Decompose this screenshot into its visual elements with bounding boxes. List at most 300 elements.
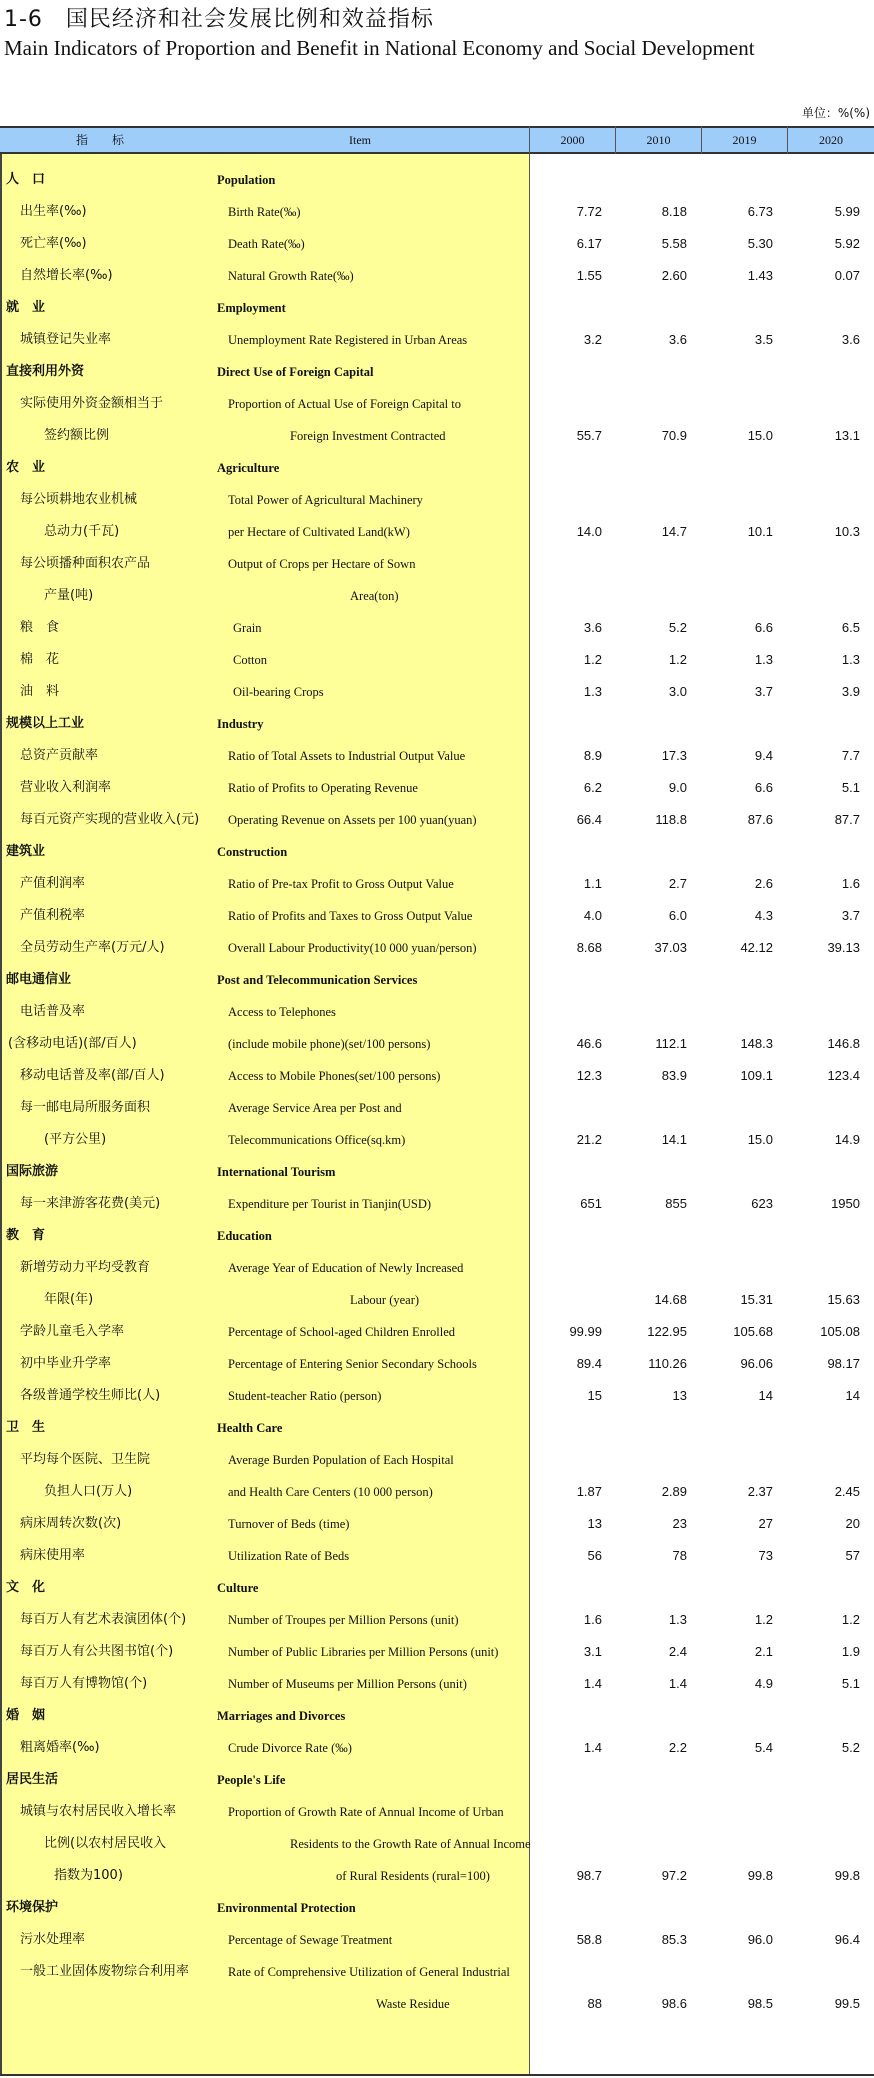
indicator-label-zh: 产量(吨) bbox=[44, 588, 94, 603]
table-row bbox=[0, 1956, 874, 1988]
indicator-label-zh: 新增劳动力平均受教育 bbox=[20, 1260, 151, 1275]
indicator-label-en: and Health Care Centers (10 000 person) bbox=[228, 1485, 433, 1499]
value-2000: 89.4 bbox=[576, 1356, 602, 1371]
table-row bbox=[0, 228, 874, 260]
value-2010: 14.7 bbox=[661, 524, 687, 539]
indicator-label-en: Proportion of Growth Rate of Annual Income of Urban bbox=[228, 1805, 504, 1819]
value-2000: 99.99 bbox=[569, 1324, 602, 1339]
value-2020: 3.7 bbox=[841, 908, 860, 923]
section-label-zh: 居民生活 bbox=[6, 1772, 59, 1787]
indicator-label-zh: (含移动电话)(部/百人) bbox=[8, 1036, 137, 1051]
header-item-en: Item bbox=[349, 133, 371, 147]
section-label-en: Agriculture bbox=[217, 461, 280, 475]
table-row bbox=[0, 1828, 874, 1860]
value-2019: 73 bbox=[758, 1548, 773, 1563]
section-label-zh: 规模以上工业 bbox=[6, 716, 85, 731]
value-2019: 3.5 bbox=[754, 332, 773, 347]
value-2000: 651 bbox=[580, 1196, 602, 1211]
indicator-label-en: Utilization Rate of Beds bbox=[228, 1549, 350, 1563]
value-2020: 3.9 bbox=[841, 684, 860, 699]
indicator-label-en: Crude Divorce Rate (‰) bbox=[228, 1741, 352, 1755]
value-2000: 8.9 bbox=[583, 748, 602, 763]
value-2010: 3.6 bbox=[668, 332, 687, 347]
indicator-label-en: Overall Labour Productivity(10 000 yuan/person) bbox=[228, 941, 477, 955]
value-2000: 21.2 bbox=[576, 1132, 602, 1147]
value-2000: 6.2 bbox=[583, 780, 602, 795]
section-label-zh: 环境保护 bbox=[6, 1900, 59, 1915]
value-2020: 5.99 bbox=[834, 204, 860, 219]
value-2010: 112.1 bbox=[655, 1036, 687, 1051]
value-2019: 14 bbox=[758, 1388, 773, 1403]
indicator-label-zh: 每百万人有博物馆(个) bbox=[20, 1676, 148, 1691]
section-row bbox=[0, 836, 874, 868]
table-row bbox=[0, 580, 874, 612]
table-row bbox=[0, 1348, 874, 1380]
indicator-label-en: Number of Public Libraries per Million Persons (unit) bbox=[228, 1645, 499, 1659]
value-2000: 1.2 bbox=[583, 652, 602, 667]
indicator-label-zh: 总动力(千瓦) bbox=[44, 524, 120, 539]
indicator-label-zh: (平方公里) bbox=[44, 1132, 107, 1147]
value-2019: 3.7 bbox=[754, 684, 773, 699]
section-row bbox=[0, 164, 874, 196]
value-2020: 14.9 bbox=[834, 1132, 860, 1147]
value-2020: 123.4 bbox=[827, 1068, 860, 1083]
value-2019: 15.0 bbox=[747, 1132, 773, 1147]
indicator-label-zh: 各级普通学校生师比(人) bbox=[20, 1388, 161, 1403]
value-2000: 1.55 bbox=[576, 268, 602, 283]
table-row bbox=[0, 612, 874, 644]
section-row bbox=[0, 1412, 874, 1444]
table-row bbox=[0, 1796, 874, 1828]
table-row bbox=[0, 804, 874, 836]
indicator-label-zh: 油 料 bbox=[20, 684, 60, 699]
value-2010: 17.3 bbox=[661, 748, 687, 763]
value-2019: 109.1 bbox=[740, 1068, 773, 1083]
table-row bbox=[0, 1092, 874, 1124]
value-2019: 27 bbox=[758, 1516, 773, 1531]
value-2019: 15.0 bbox=[747, 428, 773, 443]
section-row bbox=[0, 292, 874, 324]
value-2000: 88 bbox=[587, 1996, 602, 2011]
header-divider bbox=[787, 126, 788, 154]
value-2020: 15.63 bbox=[827, 1292, 860, 1307]
value-2020: 5.1 bbox=[841, 780, 860, 795]
value-2000: 56 bbox=[587, 1548, 602, 1563]
value-2020: 10.3 bbox=[834, 524, 860, 539]
value-2000: 98.7 bbox=[576, 1868, 602, 1883]
value-2000: 3.1 bbox=[583, 1644, 602, 1659]
value-2020: 1950 bbox=[831, 1196, 860, 1211]
indicator-label-en: per Hectare of Cultivated Land(kW) bbox=[228, 525, 410, 539]
table-row bbox=[0, 260, 874, 292]
table-row bbox=[0, 1444, 874, 1476]
indicator-label-zh: 城镇与农村居民收入增长率 bbox=[20, 1804, 177, 1819]
value-2019: 9.4 bbox=[754, 748, 773, 763]
section-label-en: Industry bbox=[217, 717, 264, 731]
section-label-zh: 人 口 bbox=[6, 172, 46, 187]
value-2019: 1.3 bbox=[754, 652, 773, 667]
indicator-label-en: Access to Telephones bbox=[228, 1005, 336, 1019]
section-label-zh: 教 育 bbox=[6, 1228, 46, 1243]
indicator-label-en: Area(ton) bbox=[350, 589, 399, 603]
value-2020: 1.9 bbox=[841, 1644, 860, 1659]
section-label-en: Direct Use of Foreign Capital bbox=[217, 365, 374, 379]
section-label-en: Education bbox=[217, 1229, 272, 1243]
value-2000: 14.0 bbox=[576, 524, 602, 539]
table-row bbox=[0, 420, 874, 452]
section-row bbox=[0, 356, 874, 388]
table-row bbox=[0, 1284, 874, 1316]
page-title-chinese: 1-6 国民经济和社会发展比例和效益指标 bbox=[4, 7, 434, 32]
indicator-label-en: Death Rate(‰) bbox=[228, 237, 305, 251]
value-2020: 1.2 bbox=[841, 1612, 860, 1627]
value-2020: 5.92 bbox=[834, 236, 860, 251]
value-2000: 7.72 bbox=[576, 204, 602, 219]
table-row bbox=[0, 644, 874, 676]
section-label-zh: 文 化 bbox=[6, 1580, 46, 1595]
table-row bbox=[0, 772, 874, 804]
indicator-label-zh: 每百万人有艺术表演团体(个) bbox=[20, 1612, 187, 1627]
value-2010: 85.3 bbox=[661, 1932, 687, 1947]
section-row bbox=[0, 964, 874, 996]
indicator-label-en: Access to Mobile Phones(set/100 persons) bbox=[228, 1069, 441, 1083]
value-2020: 2.45 bbox=[834, 1484, 860, 1499]
value-2010: 2.89 bbox=[661, 1484, 687, 1499]
value-2019: 2.37 bbox=[747, 1484, 773, 1499]
section-label-zh: 农 业 bbox=[6, 460, 46, 475]
indicator-label-zh: 电话普及率 bbox=[20, 1004, 86, 1019]
value-2020: 3.6 bbox=[841, 332, 860, 347]
value-2019: 96.0 bbox=[747, 1932, 773, 1947]
value-2010: 37.03 bbox=[654, 940, 687, 955]
indicator-label-en: Percentage of Entering Senior Secondary Schools bbox=[228, 1357, 477, 1371]
indicator-label-en: Telecommunications Office(sq.km) bbox=[228, 1133, 406, 1147]
value-2000: 3.6 bbox=[583, 620, 602, 635]
table-row bbox=[0, 740, 874, 772]
section-row bbox=[0, 1156, 874, 1188]
section-label-en: Construction bbox=[217, 845, 288, 859]
value-2000: 1.4 bbox=[583, 1740, 602, 1755]
indicator-label-zh: 负担人口(万人) bbox=[44, 1484, 133, 1499]
section-row bbox=[0, 1764, 874, 1796]
value-2019: 5.4 bbox=[754, 1740, 773, 1755]
value-2020: 1.3 bbox=[841, 652, 860, 667]
indicator-label-zh: 粮 食 bbox=[20, 620, 60, 635]
value-2000: 4.0 bbox=[583, 908, 602, 923]
indicator-label-en: Percentage of Sewage Treatment bbox=[228, 1933, 393, 1947]
indicator-label-en: Student-teacher Ratio (person) bbox=[228, 1389, 382, 1403]
table-bottom-border bbox=[0, 2074, 874, 2076]
header-year-2010: 2010 bbox=[646, 133, 671, 147]
value-2020: 105.08 bbox=[820, 1324, 860, 1339]
value-2020: 57 bbox=[845, 1548, 860, 1563]
value-2019: 1.2 bbox=[754, 1612, 773, 1627]
indicator-label-en: Ratio of Pre-tax Profit to Gross Output Value bbox=[228, 877, 454, 891]
section-row bbox=[0, 452, 874, 484]
section-label-en: Culture bbox=[217, 1581, 259, 1595]
indicator-label-zh: 城镇登记失业率 bbox=[20, 332, 112, 347]
indicator-label-en: Turnover of Beds (time) bbox=[228, 1517, 350, 1531]
value-2010: 1.2 bbox=[668, 652, 687, 667]
section-row bbox=[0, 1572, 874, 1604]
indicator-label-en: Natural Growth Rate(‰) bbox=[228, 269, 354, 283]
indicator-label-zh: 指数为100) bbox=[54, 1868, 123, 1883]
indicator-label-zh: 移动电话普及率(部/百人) bbox=[20, 1068, 165, 1083]
indicator-label-zh: 每百元资产实现的营业收入(元) bbox=[20, 812, 200, 827]
value-2000: 3.2 bbox=[583, 332, 602, 347]
header-item-zh: 指 标 bbox=[75, 133, 124, 147]
table-row bbox=[0, 1540, 874, 1572]
value-2020: 87.7 bbox=[834, 812, 860, 827]
indicator-label-zh: 一般工业固体废物综合利用率 bbox=[20, 1964, 190, 1979]
indicator-label-zh: 实际使用外资金额相当于 bbox=[20, 396, 164, 411]
indicator-label-en: Total Power of Agricultural Machinery bbox=[228, 493, 423, 507]
value-2000: 66.4 bbox=[576, 812, 602, 827]
indicator-label-en: Ratio of Profits to Operating Revenue bbox=[228, 781, 418, 795]
value-2019: 6.6 bbox=[754, 620, 773, 635]
table-header bbox=[0, 126, 874, 154]
value-2010: 855 bbox=[665, 1196, 687, 1211]
table-row bbox=[0, 484, 874, 516]
section-label-zh: 卫 生 bbox=[6, 1420, 46, 1435]
value-2010: 83.9 bbox=[661, 1068, 687, 1083]
section-row bbox=[0, 708, 874, 740]
table-row bbox=[0, 1988, 874, 2020]
value-2010: 78 bbox=[672, 1548, 687, 1563]
indicator-label-en: Ratio of Profits and Taxes to Gross Output Value bbox=[228, 909, 473, 923]
table-row bbox=[0, 388, 874, 420]
value-2019: 5.30 bbox=[747, 236, 773, 251]
indicator-label-zh: 污水处理率 bbox=[20, 1932, 86, 1947]
unit-label: 单位：%(%) bbox=[801, 106, 870, 120]
value-2010: 6.0 bbox=[668, 908, 687, 923]
header-divider bbox=[615, 126, 616, 154]
indicator-label-en: Unemployment Rate Registered in Urban Areas bbox=[228, 333, 468, 347]
value-2019: 10.1 bbox=[747, 524, 773, 539]
indicator-label-zh: 全员劳动生产率(万元/人) bbox=[20, 940, 165, 955]
value-2020: 1.6 bbox=[841, 876, 860, 891]
table-row bbox=[0, 1380, 874, 1412]
indicator-label-en: Average Year of Education of Newly Increased bbox=[228, 1261, 464, 1275]
value-2000: 6.17 bbox=[576, 236, 602, 251]
table-row bbox=[0, 1604, 874, 1636]
table-row bbox=[0, 1508, 874, 1540]
indicator-label-zh: 产值利润率 bbox=[20, 876, 86, 891]
value-2020: 146.8 bbox=[827, 1036, 860, 1051]
indicator-label-zh: 学龄儿童毛入学率 bbox=[20, 1324, 125, 1339]
indicator-label-en: Grain bbox=[233, 621, 262, 635]
indicator-label-en: Average Burden Population of Each Hospital bbox=[228, 1453, 454, 1467]
value-2010: 23 bbox=[672, 1516, 687, 1531]
value-2010: 13 bbox=[672, 1388, 687, 1403]
value-2010: 2.4 bbox=[668, 1644, 687, 1659]
value-2019: 15.31 bbox=[740, 1292, 773, 1307]
section-row bbox=[0, 1892, 874, 1924]
table-row bbox=[0, 932, 874, 964]
value-2010: 122.95 bbox=[647, 1324, 687, 1339]
indicator-label-en: Labour (year) bbox=[350, 1293, 420, 1307]
value-2000: 1.1 bbox=[583, 876, 602, 891]
table-row bbox=[0, 676, 874, 708]
value-2000: 1.6 bbox=[583, 1612, 602, 1627]
value-2019: 42.12 bbox=[740, 940, 773, 955]
value-2020: 96.4 bbox=[834, 1932, 860, 1947]
value-2010: 2.2 bbox=[668, 1740, 687, 1755]
value-2020: 20 bbox=[845, 1516, 860, 1531]
indicator-label-zh: 每一邮电局所服务面积 bbox=[20, 1100, 151, 1115]
indicator-label-zh: 病床周转次数(次) bbox=[20, 1516, 122, 1531]
indicator-label-en: Rate of Comprehensive Utilization of General Industrial bbox=[228, 1965, 510, 1979]
value-2019: 6.73 bbox=[747, 204, 773, 219]
value-2010: 5.2 bbox=[668, 620, 687, 635]
indicator-label-en: Proportion of Actual Use of Foreign Capital to bbox=[228, 397, 461, 411]
indicator-label-zh: 初中毕业升学率 bbox=[20, 1356, 112, 1371]
indicator-label-zh: 死亡率(‰) bbox=[20, 236, 87, 251]
indicator-label-zh: 粗离婚率(‰) bbox=[20, 1740, 100, 1755]
table-row bbox=[0, 1924, 874, 1956]
value-2000: 1.4 bbox=[583, 1676, 602, 1691]
value-2019: 105.68 bbox=[733, 1324, 773, 1339]
value-2010: 9.0 bbox=[668, 780, 687, 795]
value-2010: 3.0 bbox=[668, 684, 687, 699]
indicator-label-en: Operating Revenue on Assets per 100 yuan(yuan) bbox=[228, 813, 477, 827]
table-row bbox=[0, 1476, 874, 1508]
table-row bbox=[0, 1060, 874, 1092]
indicator-label-zh: 棉 花 bbox=[20, 652, 60, 667]
section-label-en: Health Care bbox=[217, 1421, 283, 1435]
value-2019: 148.3 bbox=[740, 1036, 773, 1051]
indicator-label-en: Average Service Area per Post and bbox=[228, 1101, 402, 1115]
value-2020: 99.5 bbox=[834, 1996, 860, 2011]
indicator-label-zh: 签约额比例 bbox=[44, 428, 110, 443]
value-2019: 96.06 bbox=[740, 1356, 773, 1371]
value-2010: 1.3 bbox=[668, 1612, 687, 1627]
indicator-label-en: Percentage of School-aged Children Enrolled bbox=[228, 1325, 456, 1339]
header-year-2019: 2019 bbox=[732, 133, 757, 147]
table-row bbox=[0, 1124, 874, 1156]
indicator-label-zh: 平均每个医院、卫生院 bbox=[20, 1452, 151, 1467]
table-row bbox=[0, 1860, 874, 1892]
value-2020: 13.1 bbox=[834, 428, 860, 443]
header-year-2000: 2000 bbox=[560, 133, 585, 147]
indicator-label-en: Birth Rate(‰) bbox=[228, 205, 301, 219]
value-2010: 118.8 bbox=[655, 812, 687, 827]
indicator-label-zh: 病床使用率 bbox=[20, 1548, 86, 1563]
value-2010: 2.60 bbox=[661, 268, 687, 283]
indicator-label-en: Expenditure per Tourist in Tianjin(USD) bbox=[228, 1197, 432, 1211]
indicator-label-zh: 年限(年) bbox=[44, 1292, 94, 1307]
value-2020: 7.7 bbox=[841, 748, 860, 763]
section-label-zh: 直接利用外资 bbox=[6, 364, 85, 379]
section-label-zh: 婚 姻 bbox=[6, 1708, 46, 1723]
table-row bbox=[0, 324, 874, 356]
indicator-label-en: Cotton bbox=[233, 653, 268, 667]
value-2019: 98.5 bbox=[747, 1996, 773, 2011]
indicator-label-zh: 产值利税率 bbox=[20, 908, 86, 923]
section-label-en: Environmental Protection bbox=[217, 1901, 356, 1915]
table-row bbox=[0, 1252, 874, 1284]
value-2010: 14.68 bbox=[654, 1292, 687, 1307]
section-label-en: International Tourism bbox=[217, 1165, 336, 1179]
page-title-english: Main Indicators of Proportion and Benefit in National Economy and Social Development bbox=[4, 36, 755, 60]
section-label-en: People's Life bbox=[217, 1773, 286, 1787]
table-row bbox=[0, 1732, 874, 1764]
indicator-label-zh: 自然增长率(‰) bbox=[20, 268, 113, 283]
value-2020: 0.07 bbox=[834, 268, 860, 283]
value-2000: 55.7 bbox=[576, 428, 602, 443]
indicator-label-zh: 营业收入利润率 bbox=[20, 780, 112, 795]
value-2019: 6.6 bbox=[754, 780, 773, 795]
section-label-en: Employment bbox=[217, 301, 286, 315]
indicator-label-en: Ratio of Total Assets to Industrial Output Value bbox=[228, 749, 466, 763]
indicator-label-en: Number of Troupes per Million Persons (unit) bbox=[228, 1613, 459, 1627]
section-label-zh: 邮电通信业 bbox=[6, 972, 72, 987]
table-row bbox=[0, 1188, 874, 1220]
value-2000: 8.68 bbox=[576, 940, 602, 955]
header-divider bbox=[529, 126, 530, 154]
table-row bbox=[0, 900, 874, 932]
indicator-label-en: Number of Museums per Million Persons (unit) bbox=[228, 1677, 467, 1691]
section-label-en: Population bbox=[217, 173, 276, 187]
value-2010: 97.2 bbox=[661, 1868, 687, 1883]
section-label-zh: 建筑业 bbox=[6, 844, 46, 859]
indicator-label-en: (include mobile phone)(set/100 persons) bbox=[228, 1037, 431, 1051]
value-2010: 70.9 bbox=[661, 428, 687, 443]
table-row bbox=[0, 516, 874, 548]
section-label-en: Post and Telecommunication Services bbox=[217, 973, 418, 987]
value-2010: 14.1 bbox=[661, 1132, 687, 1147]
value-2019: 4.9 bbox=[754, 1676, 773, 1691]
value-2010: 98.6 bbox=[661, 1996, 687, 2011]
value-2000: 12.3 bbox=[576, 1068, 602, 1083]
indicator-label-zh: 出生率(‰) bbox=[20, 204, 87, 219]
section-label-zh: 国际旅游 bbox=[6, 1164, 59, 1179]
table-row bbox=[0, 1668, 874, 1700]
value-2010: 5.58 bbox=[661, 236, 687, 251]
value-2019: 4.3 bbox=[754, 908, 773, 923]
table-row bbox=[0, 868, 874, 900]
table-row bbox=[0, 1028, 874, 1060]
value-2019: 2.1 bbox=[754, 1644, 773, 1659]
value-2019: 99.8 bbox=[747, 1868, 773, 1883]
table-row bbox=[0, 1636, 874, 1668]
indicator-table bbox=[0, 126, 874, 2076]
value-2020: 14 bbox=[845, 1388, 860, 1403]
value-2020: 6.5 bbox=[841, 620, 860, 635]
section-label-en: Marriages and Divorces bbox=[217, 1709, 346, 1723]
value-2019: 623 bbox=[751, 1196, 773, 1211]
value-2020: 5.1 bbox=[841, 1676, 860, 1691]
indicator-label-en: Foreign Investment Contracted bbox=[290, 429, 446, 443]
indicator-label-zh: 比例(以农村居民收入 bbox=[44, 1836, 167, 1851]
indicator-label-zh: 每百万人有公共图书馆(个) bbox=[20, 1644, 174, 1659]
table-row bbox=[0, 548, 874, 580]
section-row bbox=[0, 1700, 874, 1732]
table-row bbox=[0, 996, 874, 1028]
section-row bbox=[0, 1220, 874, 1252]
indicator-label-en: Residents to the Growth Rate of Annual Income bbox=[290, 1837, 531, 1851]
value-2010: 110.26 bbox=[648, 1356, 687, 1371]
value-2000: 15 bbox=[587, 1388, 602, 1403]
value-2020: 98.17 bbox=[827, 1356, 860, 1371]
value-2000: 58.8 bbox=[576, 1932, 602, 1947]
table-row bbox=[0, 196, 874, 228]
indicator-label-zh: 每公顷耕地农业机械 bbox=[20, 492, 138, 507]
table-row bbox=[0, 1316, 874, 1348]
value-2019: 2.6 bbox=[754, 876, 773, 891]
value-2020: 39.13 bbox=[827, 940, 860, 955]
indicator-label-en: Output of Crops per Hectare of Sown bbox=[228, 557, 416, 571]
